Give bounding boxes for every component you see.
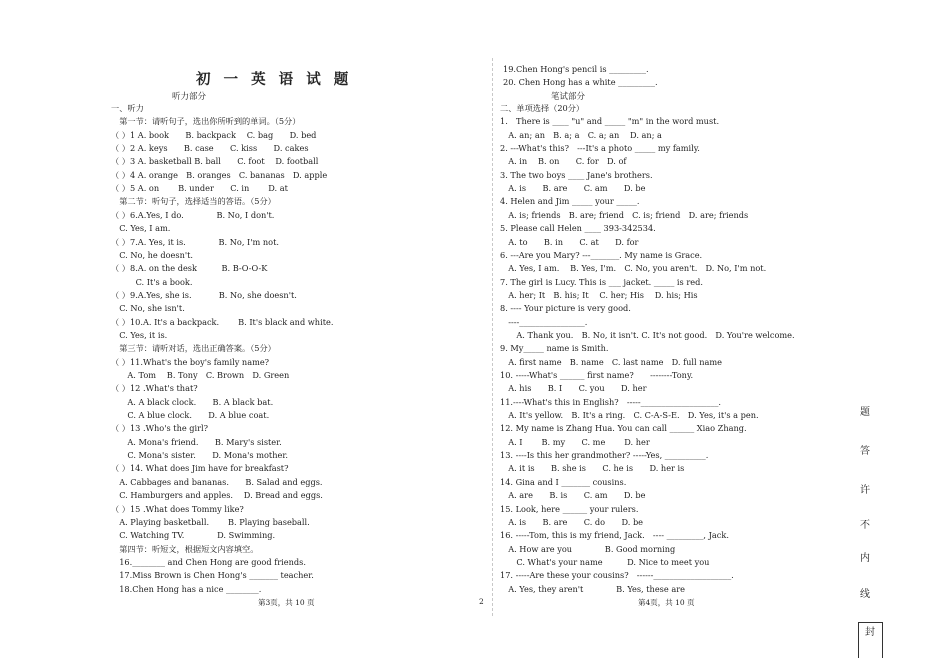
left-line: 第四节：听短文，根据短文内容填空。 <box>111 543 259 554</box>
left-line: C. Mona's sister. D. Mona's mother. <box>111 450 288 461</box>
question-19: 19.Chen Hong's pencil is _________. <box>503 64 649 74</box>
seal-line-left <box>858 622 859 658</box>
column-divider <box>492 58 493 616</box>
right-line: A. it is B. she is C. he is D. her is <box>500 463 685 474</box>
right-line: 6. ---Are you Mary? ---_______. My name is Grace. <box>500 249 703 260</box>
right-line: 15. Look, here ______ your rulers. <box>500 503 639 514</box>
left-line: A. A black clock. B. A black bat. <box>111 396 274 407</box>
left-line: （ ）1 A. book B. backpack C. bag D. bed <box>111 129 317 140</box>
right-line: A. is; friends B. are; friend C. is; friend D. are; friends <box>500 209 749 220</box>
right-line: A. is B. are C. am D. be <box>500 183 646 194</box>
left-line: A. Tom B. Tony C. Brown D. Green <box>111 370 290 380</box>
seal-line-right <box>882 622 883 658</box>
left-line: 第一节：请听句子，选出你所听到的单词。（5分） <box>111 116 301 127</box>
right-line: 7. The girl is Lucy. This is ___ jacket. _____ is red. <box>500 276 703 287</box>
left-line: （ ）10.A. It's a backpack. B. It's black and white. <box>111 316 334 327</box>
left-line: （ ）7.A. Yes, it is. B. No, I'm not. <box>111 236 280 247</box>
left-line: 第二节：听句子，选择适当的答语。（5分） <box>111 196 276 207</box>
left-line: （ ）11.What's the boy's family name? <box>111 356 270 367</box>
right-line: C. What's your name D. Nice to meet you <box>500 556 710 567</box>
left-page-footer: 第3页，共 10 页 <box>258 598 315 607</box>
right-page-footer: 第4页，共 10 页 <box>638 598 695 607</box>
left-line: （ ）2 A. keys B. case C. kiss D. cakes <box>111 143 309 154</box>
right-line: 13. ----Is this her grandmother? -----Yes, __________. <box>500 450 709 461</box>
left-line: （ ）14. What does Jim have for breakfast? <box>111 463 289 474</box>
right-line: A. It's yellow. B. It's a ring. C. C-A-S-E. D. Yes, it's a pen. <box>500 410 759 421</box>
right-line: 5. Please call Helen ____ 393-342534. <box>500 223 656 234</box>
right-line: 1. There is ____ "u" and _____ "m" in the word must. <box>500 116 720 127</box>
binding-char: 不 <box>860 520 870 531</box>
center-page-number: 2 <box>479 597 484 606</box>
written-section-head: 笔试部分 <box>551 92 586 102</box>
left-line: （ ）5 A. on B. under C. in D. at <box>111 183 288 194</box>
right-line: 3. The two boys ____ Jane's brothers. <box>500 169 653 180</box>
left-line: C. Yes, it is. <box>111 329 168 340</box>
left-line: 18.Chen Hong has a nice ________. <box>111 583 262 594</box>
left-line: 17.Miss Brown is Chen Hong's _______ teacher. <box>111 570 314 581</box>
left-line: C. No, he doesn't. <box>111 249 194 260</box>
right-line: A. is B. are C. do D. be <box>500 516 644 527</box>
left-line: （ ）9.A.Yes, she is. B. No, she doesn't. <box>111 289 297 300</box>
right-line: ----________________. <box>500 316 588 327</box>
left-line: C. A blue clock. D. A blue coat. <box>111 410 270 421</box>
binding-char: 内 <box>860 553 870 564</box>
right-line: 8. ---- Your picture is very good. <box>500 303 631 314</box>
binding-char: 许 <box>860 485 870 496</box>
left-line: C. It's a book. <box>111 276 193 287</box>
seal-box <box>858 622 883 659</box>
right-line: A. are B. is C. am D. be <box>500 490 646 501</box>
right-line: 12. My name is Zhang Hua. You can call ______ Xiao Zhang. <box>500 423 747 434</box>
left-line: （ ）8.A. on the desk B. B-O-O-K <box>111 263 268 274</box>
right-line: 16. -----Tom, this is my friend, Jack. ---- _________, Jack. <box>500 530 729 541</box>
left-line: A. Mona's friend. B. Mary's sister. <box>111 436 282 447</box>
right-line: A. Yes, I am. B. Yes, I'm. C. No, you aren't. D. No, I'm not. <box>500 263 767 274</box>
question-20: 20. Chen Hong has a white _________. <box>503 77 658 87</box>
left-line: A. Playing basketball. B. Playing baseball. <box>111 516 310 527</box>
right-line: 17. -----Are these your cousins? ------___________________. <box>500 570 734 581</box>
right-line: 11.----What's this in English? -----___________________. <box>500 396 722 407</box>
right-line: A. I B. my C. me D. her <box>500 436 650 447</box>
right-line: A. her; It B. his; It C. her; His D. his; His <box>500 289 698 300</box>
right-line: 10. -----What's ______ first name? --------Tony. <box>500 370 694 380</box>
right-line: A. first name B. name C. last name D. full name <box>500 356 723 367</box>
right-line: 14. Gina and I _______ cousins. <box>500 476 627 487</box>
left-line: （ ）4 A. orange B. oranges C. bananas D. apple <box>111 169 328 180</box>
right-line: 二、单项选择（20分） <box>500 103 585 113</box>
left-line: （ ）6.A.Yes, I do. B. No, I don't. <box>111 209 275 220</box>
right-line: A. Thank you. B. No, it isn't. C. It's not good. D. You're welcome. <box>500 329 795 340</box>
left-line: C. Yes, I am. <box>111 223 171 234</box>
right-line: 9. My_____ name is Smith. <box>500 343 609 354</box>
left-line: 16.________ and Chen Hong are good friends. <box>111 556 306 567</box>
left-line: （ ）3 A. basketball B. ball C. foot D. football <box>111 156 319 167</box>
right-line: A. How are you B. Good morning <box>500 543 676 554</box>
binding-char: 线 <box>860 589 870 600</box>
right-line: 4. Helen and Jim _____ your _____. <box>500 196 640 207</box>
binding-char: 答 <box>860 446 870 457</box>
right-line: A. to B. in C. at D. for <box>500 236 639 247</box>
left-line: C. Hamburgers and apples. D. Bread and eggs. <box>111 490 323 501</box>
right-line: A. in B. on C. for D. of <box>500 156 627 167</box>
binding-char: 题 <box>860 407 870 418</box>
right-line: A. Yes, they aren't B. Yes, these are <box>500 583 685 594</box>
right-line: A. an; an B. a; a C. a; an D. an; a <box>500 129 662 140</box>
right-line: A. his B. I C. you D. her <box>500 383 647 394</box>
binding-char: 封 <box>865 627 875 638</box>
left-line: 一、听力 <box>111 103 144 113</box>
left-line: （ ）13 .Who's the girl? <box>111 423 209 434</box>
left-line: （ ）12 .What's that? <box>111 383 198 394</box>
left-line: C. No, she isn't. <box>111 303 185 314</box>
left-line: 第三节：请听对话，选出正确答案。（5分） <box>111 343 276 354</box>
listening-section-head: 听力部分 <box>172 92 207 102</box>
left-line: A. Cabbages and bananas. B. Salad and eggs. <box>111 476 323 487</box>
page-title: 初 一 英 语 试 题 <box>196 71 353 88</box>
left-line: C. Watching TV. D. Swimming. <box>111 530 276 541</box>
right-line: 2. ---What's this? ---It's a photo _____ my family. <box>500 143 700 154</box>
left-line: （ ）15 .What does Tommy like? <box>111 503 244 514</box>
